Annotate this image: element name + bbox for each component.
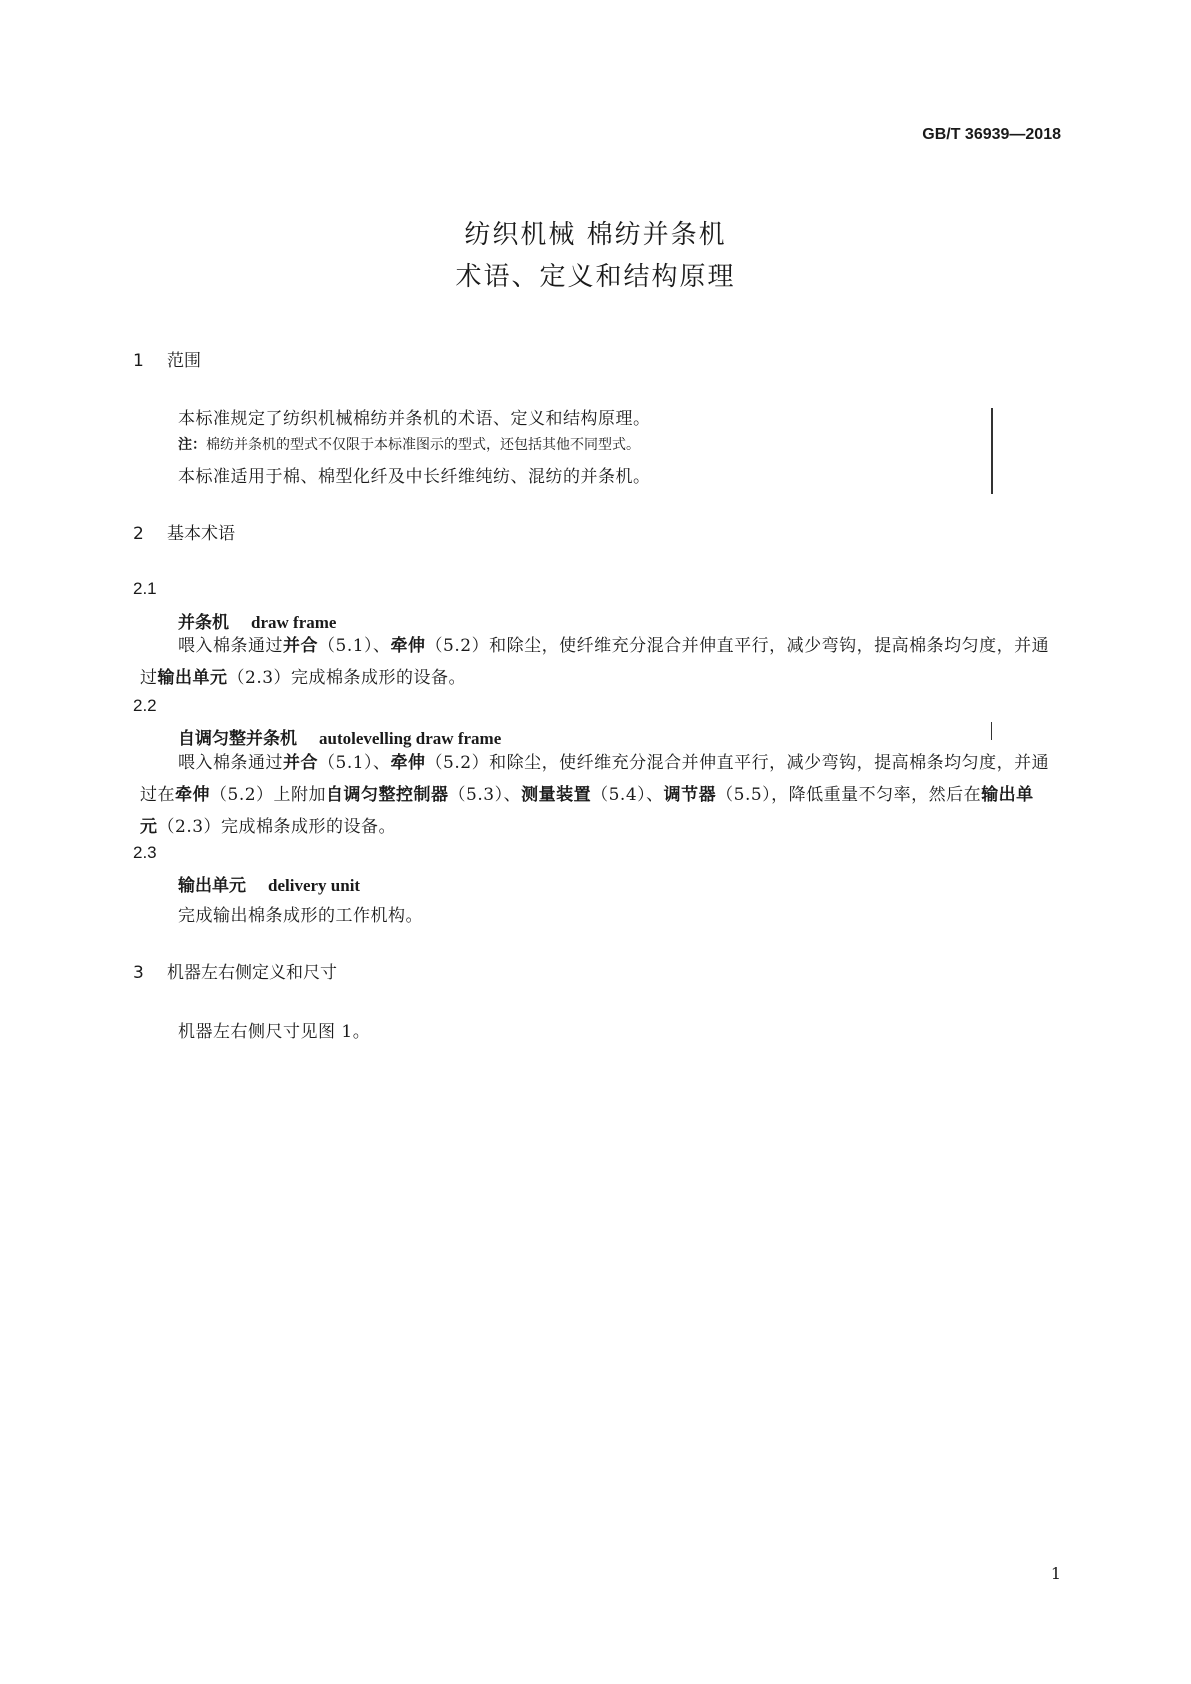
section-3-heading [133, 958, 337, 983]
ref-term: 输出单元 [157, 668, 228, 688]
page-number: 1 [1050, 1564, 1061, 1583]
section-3-paragraph: 机器左右侧尺寸见图 1。 [178, 1022, 371, 1042]
scope-paragraph-2: 本标准适用于棉、棉型化纤及中长纤维纯纺、混纺的并条机。 [178, 467, 651, 487]
ref-term: 输出单元 [140, 785, 1034, 837]
document-title-line1: 纺织机械 棉纺并条机 [464, 220, 727, 250]
term-en: delivery unit [268, 876, 361, 895]
term-en: autolevelling draw frame [319, 729, 502, 748]
note-text: 棉纺并条机的型式不仅限于本标准图示的型式，还包括其他不同型式。 [206, 437, 640, 453]
ref-term: 并合 [283, 636, 318, 656]
section-number: 1 [133, 351, 144, 371]
note-label: 注： [178, 437, 206, 453]
term-zh: 自调匀整并条机 [178, 729, 297, 749]
section-2-heading [133, 519, 235, 544]
term-zh: 并条机 [178, 613, 229, 633]
change-bar [991, 408, 993, 494]
section-number: 3 [133, 963, 144, 983]
standard-number: GB/T 36939—2018 [922, 126, 1061, 143]
definition-autolevelling-draw-frame: 喂入棉条通过并合（5.1）、牵伸（5.2）和除尘，使纤维充分混合并伸直平行，减少弯钩，提高棉条均匀度，并通过在牵伸（5.2）上附加自调匀整控制器（5.3）、测量装置（5.4）、调节器（5.5），降低重量不匀率，然后在输出单元（2.3）完成棉条成形的设备。 [140, 753, 1050, 837]
ref-term: 牵伸 [390, 636, 426, 656]
ref-term: 调节器 [663, 785, 717, 805]
section-title: 范围 [167, 351, 201, 371]
definition-delivery-unit: 完成输出棉条成形的工作机构。 [178, 906, 423, 926]
clause-2-2-number: 2.2 [133, 696, 157, 715]
term-autolevelling-draw-frame [178, 724, 501, 749]
ref-term: 牵伸 [175, 785, 210, 805]
scope-note [178, 434, 640, 454]
ref-term: 自调匀整控制器 [326, 785, 449, 805]
term-en: draw frame [251, 613, 337, 632]
section-number: 2 [133, 524, 144, 544]
section-title: 机器左右侧定义和尺寸 [167, 963, 337, 983]
clause-2-1-number: 2.1 [133, 579, 157, 598]
ref-term: 测量装置 [521, 785, 592, 805]
change-bar [991, 722, 992, 740]
term-delivery-unit [178, 871, 360, 896]
clause-2-3-number: 2.3 [133, 843, 157, 862]
term-zh: 输出单元 [178, 876, 246, 896]
ref-term: 并合 [283, 753, 318, 773]
section-title: 基本术语 [167, 524, 235, 544]
document-title-line2: 术语、定义和结构原理 [455, 262, 736, 292]
ref-term: 牵伸 [390, 753, 426, 773]
definition-draw-frame: 喂入棉条通过并合（5.1）、牵伸（5.2）和除尘，使纤维充分混合并伸直平行，减少弯钩，提高棉条均匀度，并通过输出单元（2.3）完成棉条成形的设备。 [140, 636, 1050, 688]
scope-paragraph-1: 本标准规定了纺织机械棉纺并条机的术语、定义和结构原理。 [178, 409, 651, 429]
section-1-heading [133, 346, 201, 371]
